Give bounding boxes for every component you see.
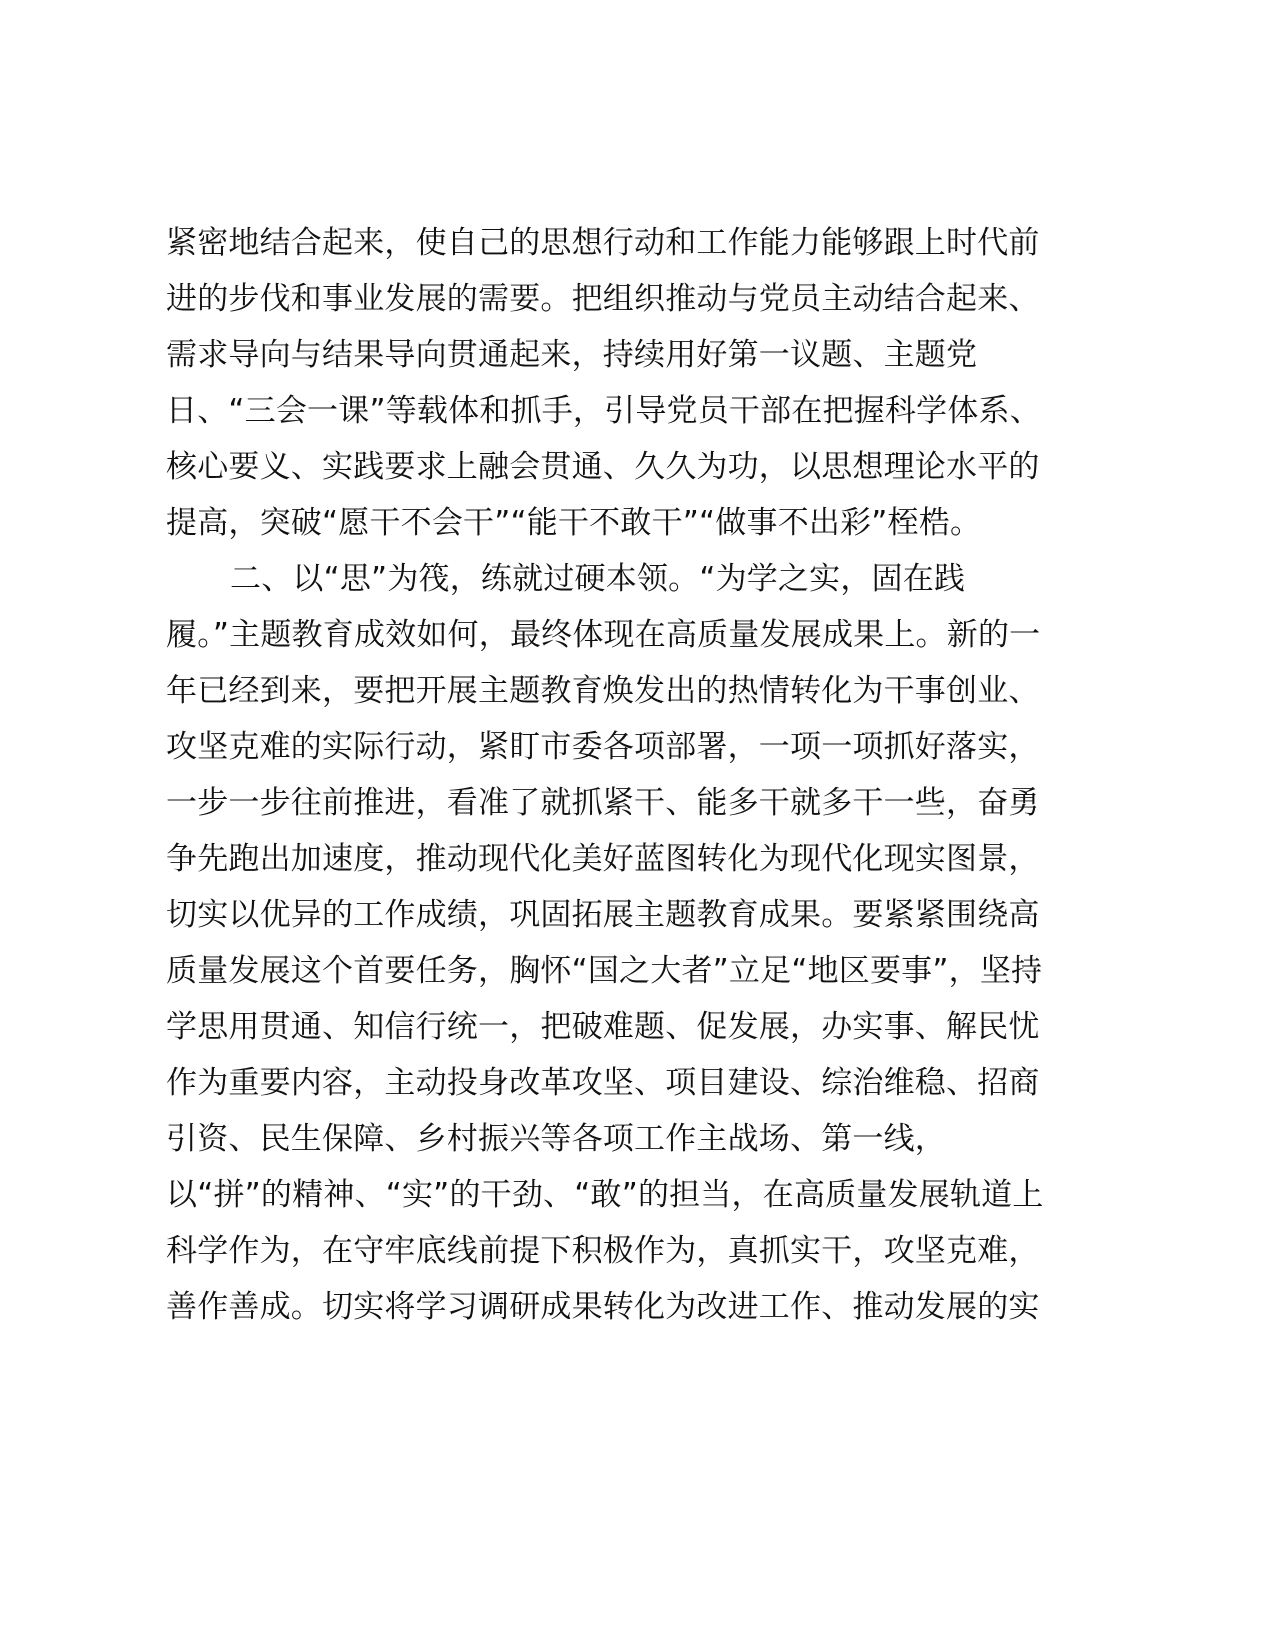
text-line: 紧密地结合起来，使自己的思想行动和工作能力能够跟上时代前 (166, 225, 1040, 261)
text-line: 提高，突破“愿干不会干”“能干不敢干”“做事不出彩”桎梏。 (166, 505, 982, 541)
text-line: 年已经到来，要把开展主题教育焕发出的热情转化为干事创业、 (166, 673, 1040, 709)
text-line: 学思用贯通、知信行统一，把破难题、促发展，办实事、解民忧 (166, 1009, 1040, 1045)
text-line: 善作善成。切实将学习调研成果转化为改进工作、推动发展的实 (166, 1289, 1040, 1325)
text-line: 科学作为，在守牢底线前提下积极作为，真抓实干，攻坚克难， (166, 1233, 1040, 1269)
text-line: 一步一步往前推进，看准了就抓紧干、能多干就多干一些，奋勇 (166, 785, 1040, 821)
text-line: 核心要义、实践要求上融会贯通、久久为功，以思想理论水平的 (166, 449, 1040, 485)
text-line: 以“拼”的精神、“实”的干劲、“敢”的担当，在高质量发展轨道上 (166, 1177, 1044, 1213)
text-line: 攻坚克难的实际行动，紧盯市委各项部署，一项一项抓好落实， (166, 729, 1040, 765)
text-line: 引资、民生保障、乡村振兴等各项工作主战场、第一线， (166, 1121, 946, 1157)
text-line: 切实以优异的工作成绩，巩固拓展主题教育成果。要紧紧围绕高 (166, 897, 1040, 933)
text-line: 进的步伐和事业发展的需要。把组织推动与党员主动结合起来、 (166, 281, 1040, 317)
text-line: 质量发展这个首要任务，胸怀“国之大者”立足“地区要事”，坚持 (166, 953, 1043, 989)
text-line: 作为重要内容，主动投身改革攻坚、项目建设、综治维稳、招商 (166, 1065, 1040, 1101)
text-line: 争先跑出加速度，推动现代化美好蓝图转化为现代化现实图景， (166, 841, 1040, 877)
text-line: 日、“三会一课”等载体和抓手，引导党员干部在把握科学体系、 (166, 393, 1041, 429)
section-heading-line: 二、以“思”为筏，练就过硬本领。“为学之实，固在践 (230, 561, 966, 597)
text-line: 履。”主题教育成效如何，最终体现在高质量发展成果上。新的一 (166, 617, 1041, 653)
text-line: 需求导向与结果导向贯通起来，持续用好第一议题、主题党 (166, 337, 978, 373)
